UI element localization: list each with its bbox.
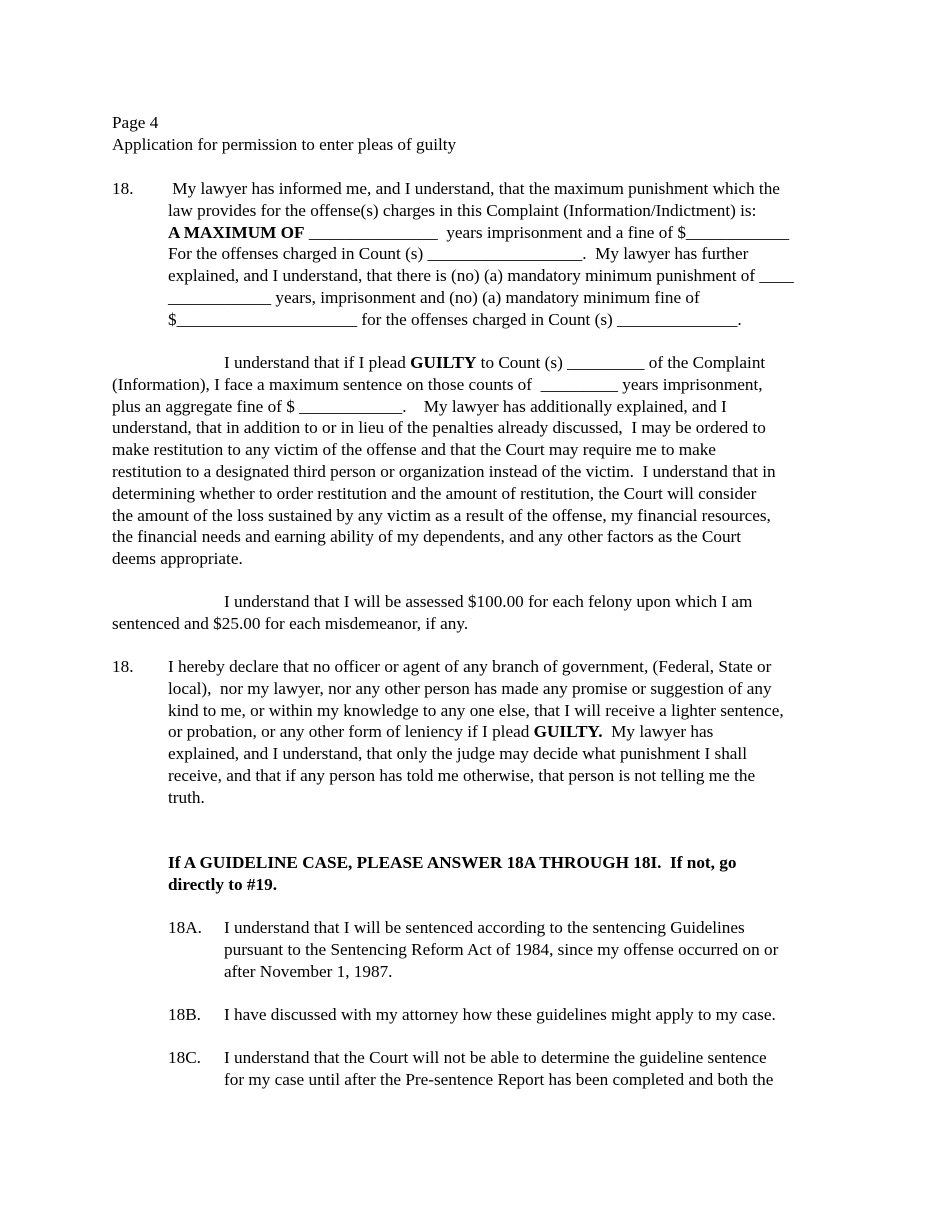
text-line	[168, 721, 848, 743]
text-line: understand, that in addition to or in lieu of the penalties already discussed, I may be ordered to	[112, 418, 766, 438]
text-line: after November 1, 1987.	[224, 961, 393, 981]
text-line: My lawyer has informed me, and I understand, that the maximum punishment which the	[168, 179, 780, 198]
paragraph-18-max-punishment	[168, 178, 848, 331]
text-line: determining whether to order restitution and the amount of restitution, the Court will consider	[112, 483, 757, 503]
text-line: for my case until after the Pre-sentence Report has been completed and both the	[224, 1069, 774, 1089]
item-18b	[224, 1004, 844, 1026]
text-line: truth.	[168, 787, 205, 807]
page-number: Page 4	[112, 113, 159, 132]
text-line: the financial needs and earning ability of my dependents, and any other factors as the Court	[112, 527, 742, 547]
text-line: kind to me, or within my knowledge to any one else, that I will receive a lighter sentence,	[168, 700, 784, 720]
text-line: I understand that I will be assessed $100.00 for each felony upon which I am	[224, 592, 753, 611]
page-header	[112, 112, 456, 156]
guideline-heading	[168, 852, 848, 896]
text-line: $_____________________ for the offenses charged in Count (s) ______________.	[168, 309, 742, 329]
paragraph-number: 18.	[112, 657, 134, 676]
text-line: ____________ years, imprisonment and (no) (a) mandatory minimum fine of	[168, 287, 700, 307]
text-line: law provides for the offense(s) charges in this Complaint (Information/Indictment) is:	[168, 200, 757, 220]
max-label: A MAXIMUM OF	[168, 222, 305, 242]
text-line: explained, and I understand, that only the judge may decide what punishment I shall	[168, 744, 747, 764]
paragraph-18-no-promises	[168, 656, 848, 809]
text-line	[112, 352, 842, 374]
text-line: sentenced and $25.00 for each misdemeanor, if any.	[112, 613, 469, 633]
item-18c	[224, 1047, 844, 1091]
text-line: pursuant to the Sentencing Reform Act of 1984, since my offense occurred on or	[224, 939, 779, 959]
text-span: _______________ years imprisonment and a fine of $____________	[304, 222, 790, 242]
paragraph-number: 18.	[112, 179, 134, 198]
text-line: receive, and that if any person has told me otherwise, that person is not telling me the	[168, 765, 756, 785]
item-18a	[224, 917, 844, 982]
text-line: plus an aggregate fine of $ ____________. My lawyer has additionally explained, and I	[112, 396, 727, 416]
document-title: Application for permission to enter pleas of guilty	[112, 134, 457, 154]
text-line: I have discussed with my attorney how these guidelines might apply to my case.	[224, 1005, 776, 1024]
text-line: I understand that I will be sentenced according to the sentencing Guidelines	[224, 918, 745, 937]
text-span: to Count (s) _________ of the Complaint	[476, 353, 766, 372]
item-number-18a: 18A.	[168, 918, 202, 937]
text-line	[168, 222, 848, 244]
guilty-label: GUILTY	[410, 353, 477, 372]
text-line: local), nor my lawyer, nor any other person has made any promise or suggestion of any	[168, 678, 772, 698]
guilty-label: GUILTY.	[533, 722, 603, 742]
paragraph-assessment	[112, 591, 842, 635]
text-line: make restitution to any victim of the offense and that the Court may require me to make	[112, 440, 716, 460]
heading-line: If A GUIDELINE CASE, PLEASE ANSWER 18A THROUGH 18I. If not, go	[168, 853, 737, 872]
text-span: My lawyer has	[602, 722, 714, 742]
text-span: I understand that if I plead	[224, 353, 411, 372]
text-span: or probation, or any other form of leniency if I plead	[168, 722, 534, 742]
paragraph-guilty-sentence	[112, 352, 842, 570]
heading-line: directly to #19.	[168, 874, 277, 894]
text-line: (Information), I face a maximum sentence on those counts of _________ years imprisonment,	[112, 374, 763, 394]
text-line: the amount of the loss sustained by any victim as a result of the offense, my financial resources,	[112, 505, 771, 525]
text-line: deems appropriate.	[112, 549, 243, 569]
item-number-18b: 18B.	[168, 1005, 201, 1024]
text-line: I understand that the Court will not be able to determine the guideline sentence	[224, 1048, 767, 1067]
text-line: For the offenses charged in Count (s) __________________. My lawyer has further	[168, 244, 749, 264]
text-line: explained, and I understand, that there is (no) (a) mandatory minimum punishment of ____	[168, 266, 794, 286]
item-number-18c: 18C.	[168, 1048, 201, 1067]
text-line: restitution to a designated third person or organization instead of the victim. I understand that in	[112, 461, 776, 481]
text-line: I hereby declare that no officer or agent of any branch of government, (Federal, State or	[168, 657, 772, 676]
